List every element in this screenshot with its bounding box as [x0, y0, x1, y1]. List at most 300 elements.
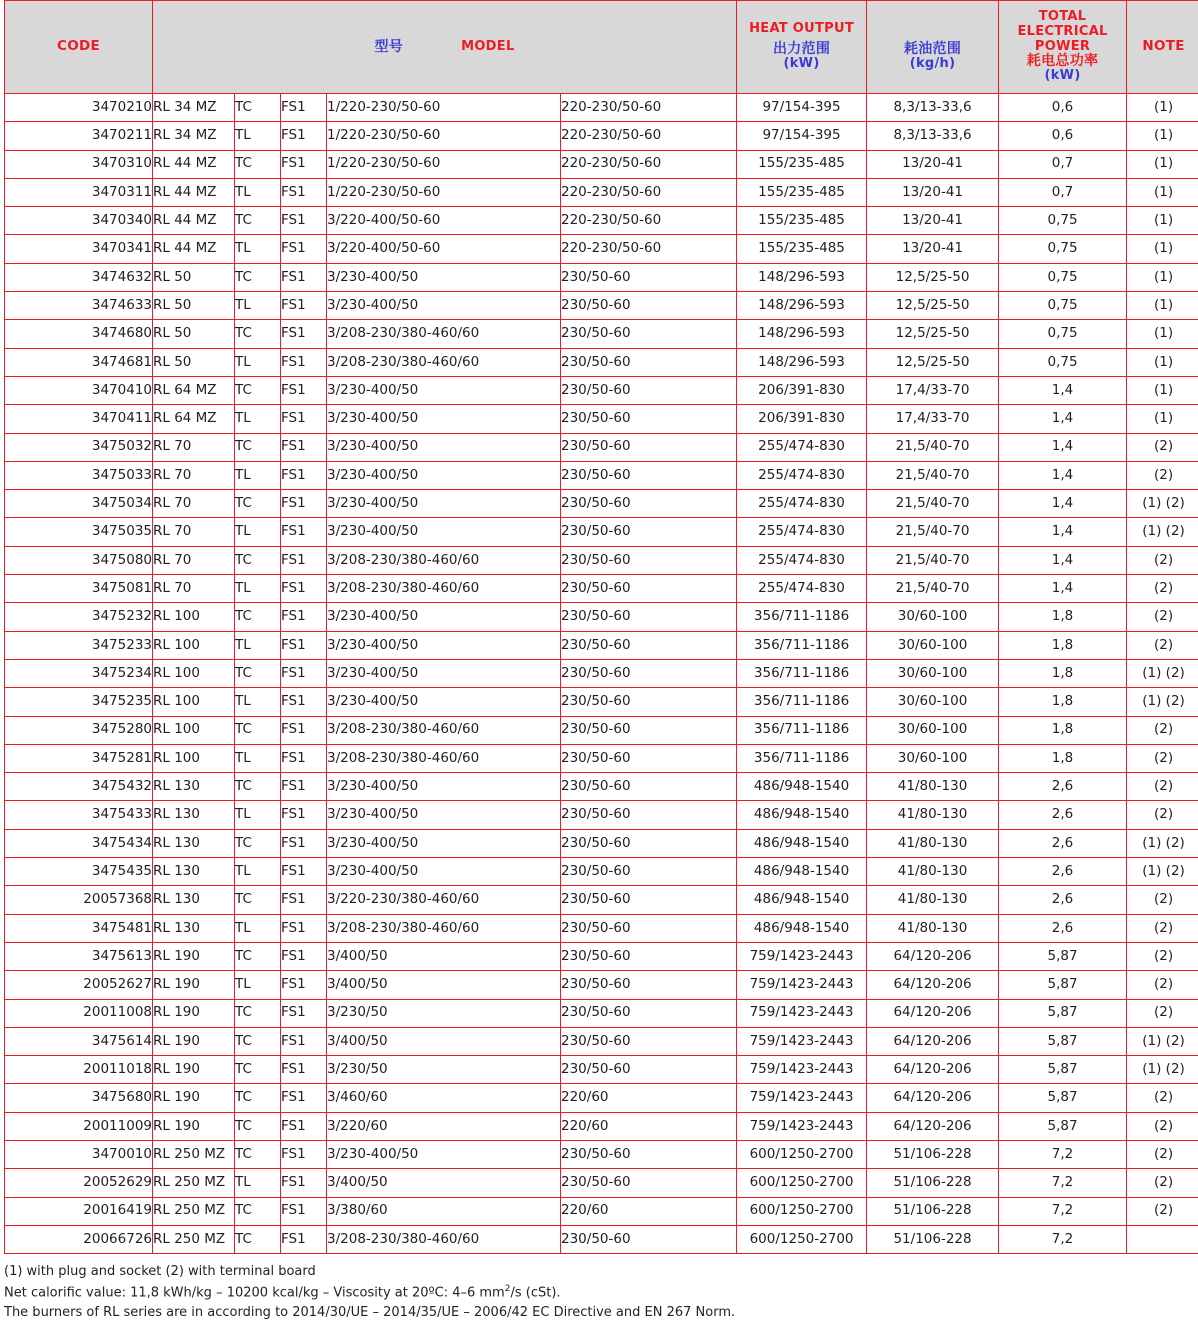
row-electrical: 1/220-230/50-60	[327, 178, 561, 206]
row-fs: FS1	[281, 971, 327, 999]
row-note: (1)	[1127, 150, 1198, 178]
row-fuel: 41/80-130	[867, 886, 999, 914]
row-note: (2)	[1127, 1140, 1198, 1168]
row-voltage: 230/50-60	[561, 348, 737, 376]
table-row	[5, 942, 1198, 970]
row-power: 0,6	[999, 94, 1127, 122]
row-output: 759/1423-2443	[737, 1084, 867, 1112]
row-model: RL 64 MZ	[153, 405, 235, 433]
row-fuel: 64/120-206	[867, 1112, 999, 1140]
footnotes	[4, 1263, 1198, 1323]
row-power: 0,75	[999, 263, 1127, 291]
row-tctl: TL	[235, 575, 281, 603]
row-fuel: 41/80-130	[867, 914, 999, 942]
row-power: 1,4	[999, 575, 1127, 603]
row-power: 5,87	[999, 1084, 1127, 1112]
row-code: 3475432	[5, 773, 153, 801]
row-power: 0,7	[999, 178, 1127, 206]
row-electrical: 3/230-400/50	[327, 1140, 561, 1168]
row-fs: FS1	[281, 518, 327, 546]
footnote-line-2b: /s (cSt).	[510, 1285, 560, 1300]
header-model-cn: 型号	[374, 39, 403, 55]
row-model: RL 130	[153, 914, 235, 942]
row-tctl: TL	[235, 971, 281, 999]
row-tctl: TC	[235, 263, 281, 291]
row-fs: FS1	[281, 659, 327, 687]
row-note: (1)	[1127, 405, 1198, 433]
table-row	[5, 631, 1198, 659]
header-fuel-output	[867, 1, 999, 94]
table-row	[5, 575, 1198, 603]
table-row	[5, 263, 1198, 291]
row-tctl: TL	[235, 461, 281, 489]
row-output: 356/711-1186	[737, 688, 867, 716]
row-power: 5,87	[999, 942, 1127, 970]
row-fs: FS1	[281, 122, 327, 150]
row-electrical: 3/220-400/50-60	[327, 207, 561, 235]
row-model: RL 130	[153, 773, 235, 801]
row-power: 5,87	[999, 971, 1127, 999]
row-tctl: TC	[235, 603, 281, 631]
row-tctl: TC	[235, 1027, 281, 1055]
row-fuel: 12,5/25-50	[867, 348, 999, 376]
row-voltage: 230/50-60	[561, 433, 737, 461]
row-fuel: 41/80-130	[867, 801, 999, 829]
row-power: 1,8	[999, 603, 1127, 631]
row-tctl: TC	[235, 207, 281, 235]
row-output: 600/1250-2700	[737, 1225, 867, 1253]
row-electrical: 1/220-230/50-60	[327, 150, 561, 178]
row-voltage: 230/50-60	[561, 1225, 737, 1253]
row-tctl: TL	[235, 178, 281, 206]
row-tctl: TC	[235, 1084, 281, 1112]
row-tctl: TL	[235, 631, 281, 659]
row-model: RL 50	[153, 348, 235, 376]
footnote-line-2a: Net calorific value: 11,8 kWh/kg – 10200 kcal/kg – Viscosity at 20ºC: 4–6 mm	[4, 1285, 505, 1300]
row-output: 356/711-1186	[737, 716, 867, 744]
row-output: 486/948-1540	[737, 886, 867, 914]
table-header	[5, 1, 1198, 94]
table-row	[5, 688, 1198, 716]
row-code: 3475035	[5, 518, 153, 546]
table-row	[5, 659, 1198, 687]
row-model: RL 250 MZ	[153, 1225, 235, 1253]
row-electrical: 3/230-400/50	[327, 376, 561, 404]
row-tctl: TL	[235, 292, 281, 320]
table-row	[5, 886, 1198, 914]
row-fs: FS1	[281, 716, 327, 744]
row-electrical: 3/230-400/50	[327, 490, 561, 518]
row-power: 7,2	[999, 1169, 1127, 1197]
row-fs: FS1	[281, 631, 327, 659]
row-fs: FS1	[281, 1197, 327, 1225]
header-heat-output-unit: (kW)	[737, 57, 866, 72]
row-fuel: 41/80-130	[867, 858, 999, 886]
row-fs: FS1	[281, 1084, 327, 1112]
row-model: RL 190	[153, 1084, 235, 1112]
row-output: 97/154-395	[737, 122, 867, 150]
table-row	[5, 999, 1198, 1027]
table-row	[5, 320, 1198, 348]
row-fuel: 21,5/40-70	[867, 546, 999, 574]
row-code: 3474681	[5, 348, 153, 376]
row-output: 255/474-830	[737, 433, 867, 461]
row-fs: FS1	[281, 546, 327, 574]
row-electrical: 3/230/50	[327, 1056, 561, 1084]
row-note: (2)	[1127, 1084, 1198, 1112]
row-fuel: 51/106-228	[867, 1197, 999, 1225]
row-power: 7,2	[999, 1140, 1127, 1168]
table-row	[5, 829, 1198, 857]
row-fuel: 30/60-100	[867, 688, 999, 716]
table-row	[5, 603, 1198, 631]
row-power: 1,4	[999, 405, 1127, 433]
row-code: 3475234	[5, 659, 153, 687]
row-code: 3475433	[5, 801, 153, 829]
row-electrical: 3/230-400/50	[327, 603, 561, 631]
row-electrical: 3/208-230/380-460/60	[327, 914, 561, 942]
table-row	[5, 1169, 1198, 1197]
row-fuel: 12,5/25-50	[867, 263, 999, 291]
row-note: (2)	[1127, 773, 1198, 801]
row-note: (1) (2)	[1127, 829, 1198, 857]
row-voltage: 220/60	[561, 1197, 737, 1225]
row-output: 356/711-1186	[737, 603, 867, 631]
row-power: 1,4	[999, 490, 1127, 518]
table-row	[5, 235, 1198, 263]
header-heat-output	[737, 1, 867, 94]
row-note: (2)	[1127, 575, 1198, 603]
row-tctl: TL	[235, 744, 281, 772]
row-fuel: 30/60-100	[867, 744, 999, 772]
header-total-power-cn: 耗电总功率	[999, 53, 1126, 69]
row-code: 3470311	[5, 178, 153, 206]
header-model-en: MODEL	[461, 40, 514, 55]
row-output: 759/1423-2443	[737, 942, 867, 970]
row-voltage: 220/60	[561, 1112, 737, 1140]
table-body	[5, 94, 1198, 1254]
row-tctl: TC	[235, 546, 281, 574]
row-power: 1,8	[999, 744, 1127, 772]
row-fuel: 8,3/13-33,6	[867, 122, 999, 150]
row-model: RL 70	[153, 461, 235, 489]
row-note: (2)	[1127, 546, 1198, 574]
row-voltage: 230/50-60	[561, 886, 737, 914]
row-output: 155/235-485	[737, 207, 867, 235]
row-fs: FS1	[281, 235, 327, 263]
row-fs: FS1	[281, 858, 327, 886]
row-model: RL 34 MZ	[153, 122, 235, 150]
row-voltage: 230/50-60	[561, 292, 737, 320]
row-electrical: 3/400/50	[327, 942, 561, 970]
table-row	[5, 744, 1198, 772]
table-row	[5, 1027, 1198, 1055]
row-fs: FS1	[281, 688, 327, 716]
row-model: RL 100	[153, 716, 235, 744]
row-code: 3475081	[5, 575, 153, 603]
row-electrical: 3/230-400/50	[327, 405, 561, 433]
row-voltage: 220/60	[561, 1084, 737, 1112]
table-row	[5, 1112, 1198, 1140]
row-code: 3475032	[5, 433, 153, 461]
row-model: RL 250 MZ	[153, 1169, 235, 1197]
row-fuel: 64/120-206	[867, 942, 999, 970]
row-electrical: 3/230-400/50	[327, 659, 561, 687]
row-model: RL 190	[153, 1027, 235, 1055]
row-fuel: 64/120-206	[867, 1084, 999, 1112]
header-fuel-unit: (kg/h)	[867, 57, 998, 72]
footnote-line-2-sup: 2	[505, 1284, 511, 1294]
row-fuel: 12,5/25-50	[867, 292, 999, 320]
row-tctl: TC	[235, 659, 281, 687]
row-tctl: TL	[235, 518, 281, 546]
table-row	[5, 1140, 1198, 1168]
row-model: RL 100	[153, 659, 235, 687]
row-note: (2)	[1127, 1169, 1198, 1197]
row-output: 759/1423-2443	[737, 1056, 867, 1084]
row-fs: FS1	[281, 575, 327, 603]
row-electrical: 3/230-400/50	[327, 688, 561, 716]
row-power: 0,6	[999, 122, 1127, 150]
table-row	[5, 518, 1198, 546]
row-power: 0,75	[999, 292, 1127, 320]
row-voltage: 230/50-60	[561, 518, 737, 546]
row-code: 3475235	[5, 688, 153, 716]
row-note: (2)	[1127, 886, 1198, 914]
row-note: (2)	[1127, 801, 1198, 829]
row-code: 20052629	[5, 1169, 153, 1197]
row-note: (2)	[1127, 942, 1198, 970]
row-note: (1) (2)	[1127, 1027, 1198, 1055]
row-tctl: TL	[235, 122, 281, 150]
row-model: RL 70	[153, 490, 235, 518]
row-note: (2)	[1127, 1197, 1198, 1225]
row-voltage: 230/50-60	[561, 320, 737, 348]
row-model: RL 130	[153, 801, 235, 829]
row-power: 2,6	[999, 773, 1127, 801]
table-row	[5, 122, 1198, 150]
row-power: 5,87	[999, 999, 1127, 1027]
row-code: 20066726	[5, 1225, 153, 1253]
row-fs: FS1	[281, 603, 327, 631]
row-tctl: TC	[235, 94, 281, 122]
row-fs: FS1	[281, 150, 327, 178]
header-total-power-en: TOTAL ELECTRICAL POWER	[999, 10, 1126, 55]
row-code: 3475434	[5, 829, 153, 857]
row-code: 3474632	[5, 263, 153, 291]
row-voltage: 230/50-60	[561, 376, 737, 404]
table-row	[5, 1225, 1198, 1253]
row-tctl: TL	[235, 405, 281, 433]
row-electrical: 3/208-230/380-460/60	[327, 546, 561, 574]
row-code: 3475481	[5, 914, 153, 942]
row-fs: FS1	[281, 1056, 327, 1084]
row-output: 600/1250-2700	[737, 1197, 867, 1225]
row-electrical: 3/208-230/380-460/60	[327, 744, 561, 772]
row-note: (2)	[1127, 433, 1198, 461]
footnote-line-3: The burners of RL series are in according to 2014/30/UE – 2014/35/UE – 2006/42 EC Directive and EN 267 Norm.	[4, 1304, 1198, 1323]
row-model: RL 130	[153, 829, 235, 857]
row-note: (2)	[1127, 914, 1198, 942]
header-code	[5, 1, 153, 94]
row-electrical: 3/400/50	[327, 1169, 561, 1197]
row-note: (2)	[1127, 603, 1198, 631]
row-code: 3475435	[5, 858, 153, 886]
row-model: RL 44 MZ	[153, 178, 235, 206]
row-power: 2,6	[999, 914, 1127, 942]
row-voltage: 230/50-60	[561, 744, 737, 772]
row-code: 3470211	[5, 122, 153, 150]
row-voltage: 230/50-60	[561, 575, 737, 603]
row-fs: FS1	[281, 914, 327, 942]
row-note: (1) (2)	[1127, 858, 1198, 886]
row-fuel: 21,5/40-70	[867, 518, 999, 546]
row-code: 3475281	[5, 744, 153, 772]
row-fuel: 51/106-228	[867, 1225, 999, 1253]
row-electrical: 3/230-400/50	[327, 433, 561, 461]
row-fuel: 21,5/40-70	[867, 575, 999, 603]
row-code: 3475232	[5, 603, 153, 631]
row-model: RL 130	[153, 858, 235, 886]
row-tctl: TC	[235, 829, 281, 857]
row-tctl: TC	[235, 716, 281, 744]
row-tctl: TC	[235, 150, 281, 178]
table-row	[5, 858, 1198, 886]
row-code: 3470010	[5, 1140, 153, 1168]
row-output: 600/1250-2700	[737, 1169, 867, 1197]
footnote-line-2	[4, 1283, 1198, 1303]
header-note	[1127, 1, 1198, 94]
row-power: 1,8	[999, 659, 1127, 687]
row-voltage: 230/50-60	[561, 405, 737, 433]
row-tctl: TC	[235, 1197, 281, 1225]
row-electrical: 3/400/50	[327, 1027, 561, 1055]
row-note: (2)	[1127, 971, 1198, 999]
header-note-label: NOTE	[1142, 38, 1184, 54]
row-code: 3475280	[5, 716, 153, 744]
row-note: (1)	[1127, 348, 1198, 376]
table-row	[5, 773, 1198, 801]
row-fuel: 51/106-228	[867, 1140, 999, 1168]
row-electrical: 3/208-230/380-460/60	[327, 348, 561, 376]
row-power: 0,75	[999, 207, 1127, 235]
row-note: (2)	[1127, 631, 1198, 659]
header-code-label: CODE	[57, 38, 100, 54]
header-total-power	[999, 1, 1127, 94]
row-fs: FS1	[281, 999, 327, 1027]
row-note: (1)	[1127, 178, 1198, 206]
row-voltage: 230/50-60	[561, 999, 737, 1027]
row-voltage: 230/50-60	[561, 971, 737, 999]
row-fs: FS1	[281, 207, 327, 235]
row-voltage: 220-230/50-60	[561, 235, 737, 263]
row-model: RL 100	[153, 631, 235, 659]
row-code: 20011008	[5, 999, 153, 1027]
row-fs: FS1	[281, 744, 327, 772]
row-code: 3475233	[5, 631, 153, 659]
row-voltage: 230/50-60	[561, 659, 737, 687]
row-electrical: 3/208-230/380-460/60	[327, 1225, 561, 1253]
row-code: 3470411	[5, 405, 153, 433]
row-code: 3475614	[5, 1027, 153, 1055]
row-note: (1)	[1127, 376, 1198, 404]
row-output: 759/1423-2443	[737, 1027, 867, 1055]
row-note: (1)	[1127, 263, 1198, 291]
row-model: RL 100	[153, 688, 235, 716]
row-voltage: 230/50-60	[561, 829, 737, 857]
row-electrical: 3/460/60	[327, 1084, 561, 1112]
row-power: 2,6	[999, 801, 1127, 829]
row-note: (1) (2)	[1127, 1056, 1198, 1084]
row-output: 148/296-593	[737, 348, 867, 376]
row-tctl: TC	[235, 773, 281, 801]
row-output: 255/474-830	[737, 461, 867, 489]
row-output: 206/391-830	[737, 405, 867, 433]
row-tctl: TL	[235, 235, 281, 263]
row-code: 20011009	[5, 1112, 153, 1140]
row-tctl: TC	[235, 376, 281, 404]
row-fuel: 21,5/40-70	[867, 490, 999, 518]
header-heat-output-cn: 出力范围	[737, 41, 866, 57]
row-fs: FS1	[281, 886, 327, 914]
row-fuel: 30/60-100	[867, 659, 999, 687]
row-code: 3470410	[5, 376, 153, 404]
row-code: 3475680	[5, 1084, 153, 1112]
burner-spec-table	[4, 0, 1198, 1254]
row-power: 1,8	[999, 688, 1127, 716]
row-fs: FS1	[281, 178, 327, 206]
row-voltage: 230/50-60	[561, 914, 737, 942]
table-row	[5, 971, 1198, 999]
row-voltage: 230/50-60	[561, 688, 737, 716]
footnote-line-1: (1) with plug and socket (2) with terminal board	[4, 1263, 1198, 1282]
row-note: (2)	[1127, 999, 1198, 1027]
row-voltage: 230/50-60	[561, 1027, 737, 1055]
row-tctl: TC	[235, 886, 281, 914]
row-fuel: 51/106-228	[867, 1169, 999, 1197]
row-voltage: 230/50-60	[561, 490, 737, 518]
row-fs: FS1	[281, 773, 327, 801]
row-voltage: 220-230/50-60	[561, 207, 737, 235]
table-row	[5, 376, 1198, 404]
table-row	[5, 914, 1198, 942]
row-electrical: 3/208-230/380-460/60	[327, 320, 561, 348]
row-output: 486/948-1540	[737, 858, 867, 886]
table-row	[5, 461, 1198, 489]
row-fs: FS1	[281, 320, 327, 348]
row-output: 356/711-1186	[737, 659, 867, 687]
row-electrical: 3/230-400/50	[327, 292, 561, 320]
row-fuel: 13/20-41	[867, 178, 999, 206]
row-model: RL 130	[153, 886, 235, 914]
table-row	[5, 348, 1198, 376]
row-fuel: 21,5/40-70	[867, 433, 999, 461]
row-power: 1,8	[999, 631, 1127, 659]
row-electrical: 3/400/50	[327, 971, 561, 999]
row-output: 255/474-830	[737, 546, 867, 574]
row-model: RL 50	[153, 320, 235, 348]
row-fuel: 64/120-206	[867, 999, 999, 1027]
row-voltage: 230/50-60	[561, 716, 737, 744]
row-voltage: 220-230/50-60	[561, 94, 737, 122]
table-row	[5, 94, 1198, 122]
row-model: RL 50	[153, 263, 235, 291]
row-electrical: 3/220/60	[327, 1112, 561, 1140]
row-fuel: 64/120-206	[867, 971, 999, 999]
row-electrical: 3/230-400/50	[327, 518, 561, 546]
row-voltage: 230/50-60	[561, 1169, 737, 1197]
row-voltage: 230/50-60	[561, 546, 737, 574]
